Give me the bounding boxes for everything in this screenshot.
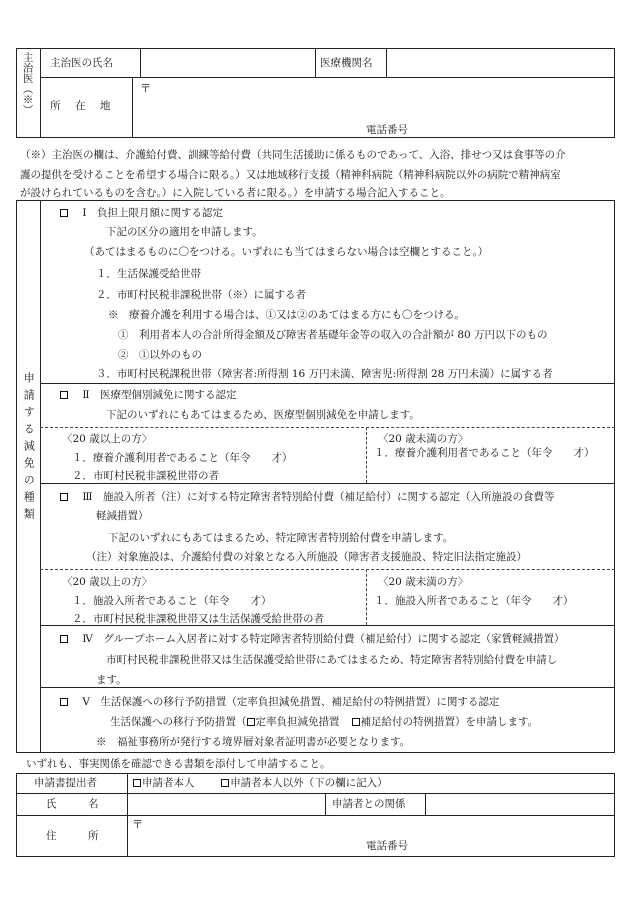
submitter-self-checkbox[interactable] <box>133 779 141 787</box>
institution-field[interactable] <box>388 50 613 75</box>
doctor-name-field[interactable] <box>142 50 313 75</box>
section-1-option-1[interactable]: １．生活保護受給世帯 <box>96 268 201 280</box>
submitter-options <box>133 777 388 791</box>
section-1-line-2: （あてはまるものに〇をつける。いずれにも当てはまらない場合は空欄とすること。） <box>84 246 489 258</box>
footer-note: いずれも、事実関係を確認できる書類を添付して申請すること。 <box>26 758 331 770</box>
section-1-sub-option-2[interactable]: ② ①以外のもの <box>118 349 202 361</box>
doctor-phone-label: 電話番号 <box>366 124 408 136</box>
section-5-checkbox[interactable] <box>60 698 68 706</box>
section-2-title <box>60 389 236 403</box>
section-3-checkbox[interactable] <box>60 493 68 501</box>
submitter-self-label: 申請者本人 <box>142 777 195 789</box>
section-3-left-item-1: １．施設入所者であること（年令 才） <box>72 595 272 607</box>
submitter-label: 申請書提出者 <box>34 777 97 789</box>
doctor-postal-mark: 〒 <box>140 82 151 95</box>
section-5-option-2-checkbox[interactable] <box>352 718 360 726</box>
section-1-line-1: 下記の区分の適用を申請します。 <box>106 226 263 238</box>
section-3-title-continued: 軽減措置） <box>96 510 149 522</box>
section-2-left-item-1: １．療養介護利用者であること（年令 才） <box>72 452 293 464</box>
section-3-left-item-2: ２．市町村民税非課税世帯又は生活保護受給世帯の者 <box>72 613 324 625</box>
section-5-line-1 <box>110 716 538 730</box>
institution-label: 医療機関名 <box>320 57 373 69</box>
submitter-other-checkbox[interactable] <box>221 779 229 787</box>
section-4-line-2: ます。 <box>96 674 127 686</box>
section-2-left-heading: 〈20 歳以上の方〉 <box>62 433 153 445</box>
section-3-title <box>60 491 554 505</box>
section-3-left-heading: 〈20 歳以上の方〉 <box>62 576 153 588</box>
section-1-checkbox[interactable] <box>60 209 68 217</box>
applicant-phone-label: 電話番号 <box>366 840 408 852</box>
section-5-option-1-label: 定率負担減免措置 <box>255 716 340 728</box>
section-1-title-text: Ⅰ 負担上限月額に関する認定 <box>82 207 223 219</box>
section-5-note: ※ 福祉事務所が発行する境界層対象者証明書が必要となります。 <box>96 736 411 748</box>
section-3-note: （注）対象施設は、介護給付費の対象となる入所施設（障害者支援施設、特定旧法指定施設） <box>86 551 527 563</box>
section-4-title <box>60 633 565 647</box>
section-2-right-heading: 〈20 歳未満の方〉 <box>378 433 469 445</box>
note-line-3: が設けられているものを含む。）に入院している者に限る。）を申請する場合記入すること。 <box>20 187 451 199</box>
section-4-title-text: Ⅳ グループホーム入居者に対する特定障害者特別給付費（補足給付）に関する認定（家賃軽減措置） <box>82 633 565 645</box>
doctor-side-label: 主治医（※） <box>21 52 34 115</box>
section-4-checkbox[interactable] <box>60 635 68 643</box>
section-2-right-item-1: １．療養介護利用者であること（年令 才） <box>374 447 595 459</box>
section-1-option-2[interactable]: ２．市町村民税非課税世帯（※）に属する者 <box>96 289 306 301</box>
section-5-line-1-end: ）を申請します。 <box>455 716 539 728</box>
section-label: 申請する減免の種類 <box>22 372 36 525</box>
doctor-address-label: 所 在 地 <box>50 100 113 112</box>
note-line-1: （※）主治医の欄は、介護給付費、訓練等給付費（共同生活援助に係るものであって、入浴、排せつ又は食事等の介 <box>20 149 566 161</box>
section-5-option-2-label: 補足給付の特例措置 <box>360 716 455 728</box>
submitter-other-label: 申請者本人以外（下の欄に記入） <box>230 777 388 789</box>
section-1-sub-option-1[interactable]: ① 利用者本人の合計所得金額及び障害者基礎年金等の収入の合計額が 80 万円以下のもの <box>118 329 548 341</box>
section-5-line-1-start: 生活保護への移行予防措置（ <box>110 716 247 728</box>
relation-label: 申請者との関係 <box>332 798 406 810</box>
section-5-title-text: Ⅴ 生活保護への移行予防措置（定率負担減免措置、補足給付の特例措置）に関する認定 <box>82 696 500 708</box>
section-2-line-1: 下記のいずれにもあてはまるため、医療型個別減免を申請します。 <box>106 409 420 421</box>
section-3-right-heading: 〈20 歳未満の方〉 <box>378 576 469 588</box>
section-3-line-1: 下記のいずれにもあてはまるため、特定障害者特別給付費を申請します。 <box>108 532 454 544</box>
note-line-2: 護の提供を受けることを希望する場合に限る。）又は地域移行支援（精神科病院（精神科病院以外の病院で精神病室 <box>20 169 561 181</box>
section-5-title <box>60 696 499 710</box>
applicant-name-field[interactable] <box>129 795 323 813</box>
applicant-address-label: 住 所 <box>46 830 99 842</box>
applicant-postal-mark: 〒 <box>132 818 143 831</box>
section-4-line-1: 市町村民税非課税世帯又は生活保護受給世帯にあてはまるため、特定障害者特別給付費を申請し <box>106 654 558 666</box>
section-2-title-text: Ⅱ 医療型個別減免に関する認定 <box>82 389 237 401</box>
section-2-checkbox[interactable] <box>60 391 68 399</box>
section-1-title <box>60 207 223 221</box>
section-3-right-item-1: １．施設入所者であること（年令 才） <box>374 595 574 607</box>
section-1-note: ※ 療養介護を利用する場合は、①又は②のあてはまる方にも〇をつける。 <box>108 309 465 321</box>
applicant-name-label: 氏 名 <box>46 798 99 810</box>
section-1-option-3[interactable]: ３．市町村民税課税世帯（障害者:所得割 16 万円未満、障害児:所得割 28 万円未満）に属する者 <box>96 368 553 380</box>
section-5-option-1-checkbox[interactable] <box>247 718 255 726</box>
doctor-name-label: 主治医の氏名 <box>50 57 113 69</box>
relation-field[interactable] <box>427 795 613 813</box>
section-2-left-item-2: ２．市町村民税非課税世帯の者 <box>72 470 219 482</box>
section-3-title-text: Ⅲ 施設入所者（注）に対する特定障害者特別給付費（補足給付）に関する認定（入所施設の食費等 <box>82 491 555 503</box>
